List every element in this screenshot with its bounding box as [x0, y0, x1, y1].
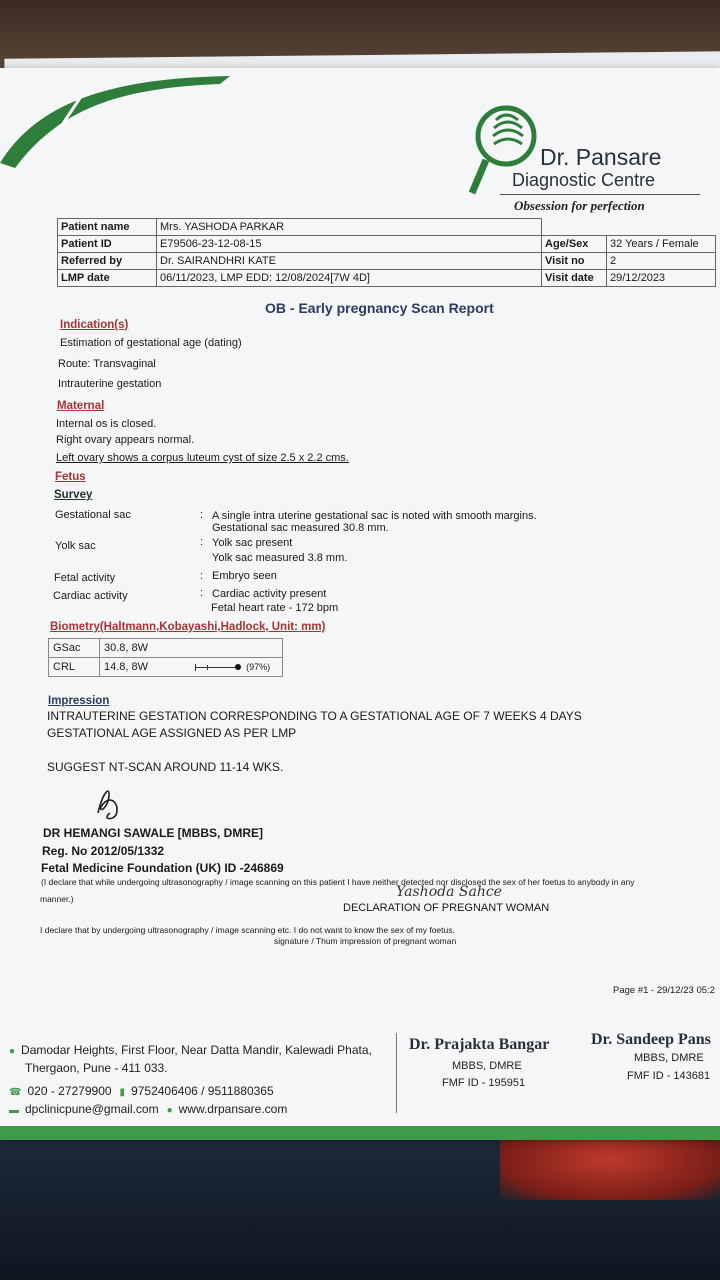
patient-name-label: Patient name: [58, 219, 157, 236]
visit-date-label: Visit date: [542, 270, 607, 287]
footer-doctor-1-degree: MBBS, DMRE: [452, 1060, 522, 1072]
biometry-name: GSac: [49, 639, 100, 658]
address-line-2: Thergaon, Pune - 411 033.: [25, 1061, 168, 1075]
impression-line: INTRAUTERINE GESTATION CORRESPONDING TO A GESTATIONAL AGE OF 7 WEEKS 4 DAYS: [47, 709, 582, 723]
declaration-title: DECLARATION OF PREGNANT WOMAN: [343, 902, 550, 914]
fetus-row-value: Gestational sac measured 30.8 mm.: [212, 522, 389, 534]
fetus-row-label: Fetal activity: [54, 572, 116, 584]
maternal-line: Right ovary appears normal.: [56, 434, 195, 446]
biometry-value: 30.8, 8W: [100, 639, 283, 658]
doctor-reg: Reg. No 2012/05/1332: [42, 844, 165, 858]
report-title: OB - Early pregnancy Scan Report: [265, 300, 494, 316]
indication-line: Intrauterine gestation: [58, 378, 162, 390]
impression-line: SUGGEST NT-SCAN AROUND 11-14 WKS.: [47, 760, 284, 774]
lmp-label: LMP date: [58, 270, 157, 287]
percentile-gauge: [195, 663, 239, 671]
doctor-fmf: Fetal Medicine Foundation (UK) ID -246869: [41, 861, 284, 875]
patient-handwritten-name: Yashoda Sahce: [396, 884, 502, 900]
fetus-row-label: Gestational sac: [55, 509, 131, 521]
fetus-row-value: Yolk sac measured 3.8 mm.: [212, 552, 348, 564]
report-sheet: [0, 68, 720, 1138]
footer-doctor-1-fmf: FMF ID - 195951: [442, 1077, 526, 1089]
referred-label: Referred by: [58, 253, 157, 270]
footer-doctor-2-fmf: FMF ID - 143681: [627, 1070, 711, 1082]
brand-name: Dr. Pansare: [540, 144, 662, 170]
email-text: dpclinicpune@gmail.com: [25, 1102, 159, 1116]
colon: :: [200, 587, 204, 599]
table-row: [49, 639, 283, 658]
biometry-name: CRL: [49, 658, 100, 677]
fetus-heading: Fetus: [55, 471, 86, 483]
percentile-label: (97%): [246, 662, 271, 672]
patient-id-label: Patient ID: [58, 236, 157, 253]
signature-line: signature / Thum impression of pregnant woman: [274, 936, 457, 946]
doctor-name: DR HEMANGI SAWALE [MBBS, DMRE]: [43, 826, 263, 840]
mobile-icon: ▮: [119, 1087, 126, 1098]
email-icon: ▬: [9, 1105, 19, 1116]
colon: :: [200, 509, 204, 521]
fetus-row-value: Cardiac activity present: [212, 588, 327, 600]
phone-text: 020 - 27279900: [27, 1084, 112, 1098]
page-number: Page #1 - 29/12/23 05:2: [613, 985, 715, 996]
referred-by: Dr. SAIRANDHRI KATE: [157, 253, 542, 270]
visit-no: 2: [607, 253, 716, 270]
footer-doctor-1-name: Dr. Prajakta Bangar: [409, 1036, 550, 1053]
indication-line: Estimation of gestational age (dating): [60, 337, 242, 349]
agesex: 32 Years / Female: [607, 236, 716, 253]
impression-line: GESTATIONAL AGE ASSIGNED AS PER LMP: [47, 726, 297, 740]
footer-doctor-2-name: Dr. Sandeep Pans: [591, 1031, 711, 1048]
address-text: Damodar Heights, First Floor, Near Datta Mandir, Kalewadi Phata,: [21, 1043, 372, 1057]
patient-declaration: I declare that by undergoing ultrasonography / image scanning etc. I do not want to know the sex of my foetus.: [40, 925, 455, 935]
visit-no-label: Visit no: [542, 253, 607, 270]
table-row: [49, 658, 283, 677]
footer-doctor-2-degree: MBBS, DMRE: [634, 1052, 704, 1064]
address-line: [9, 1043, 372, 1057]
mobile-text: 9752406406 / 9511880365: [131, 1084, 274, 1098]
location-icon: ●: [9, 1046, 16, 1057]
footer-green-band: [0, 1126, 720, 1140]
fetus-row-value: A single intra uterine gestational sac is noted with smooth margins.: [212, 510, 537, 522]
phone-icon: ☎: [9, 1087, 22, 1098]
patient-info-table: [57, 218, 716, 287]
contact-line: [9, 1102, 287, 1116]
footer-divider: [396, 1033, 397, 1113]
fetus-row-value: Yolk sac present: [212, 537, 293, 549]
colon: :: [200, 536, 204, 548]
maternal-heading: Maternal: [57, 400, 105, 412]
biometry-heading: Biometry(Haltmann,Kobayashi,Hadlock, Unit: mm): [50, 621, 326, 633]
doctor-declaration: (I declare that while undergoing ultrasonography / image scanning on this patient I have neither detected nor disclosed the sex of her foetus to anybody in any: [41, 877, 635, 887]
doctor-signature: [90, 783, 130, 828]
tagline: Obsession for perfection: [514, 198, 645, 213]
lmp-date: 06/11/2023, LMP EDD: 12/08/2024[7W 4D]: [157, 270, 542, 287]
patient-name: Mrs. YASHODA PARKAR: [157, 219, 542, 236]
web-icon: ●: [166, 1105, 173, 1116]
biometry-value: 14.8, 8W: [104, 661, 149, 673]
maternal-line: Internal os is closed.: [56, 418, 157, 430]
maternal-line: Left ovary shows a corpus luteum cyst of size 2.5 x 2.2 cms.: [56, 452, 349, 464]
fetus-row-value: Embryo seen: [212, 570, 277, 582]
survey-heading: Survey: [54, 489, 93, 501]
indication-line: Route: Transvaginal: [58, 358, 156, 370]
fetus-row-label: Cardiac activity: [53, 590, 128, 602]
tagline-rule: [500, 194, 700, 195]
patient-id: E79506-23-12-08-15: [157, 236, 542, 253]
doctor-declaration-end: manner.): [40, 894, 74, 904]
fetus-row-value: Fetal heart rate - 172 bpm: [211, 602, 339, 614]
fetus-row-label: Yolk sac: [55, 540, 96, 552]
header-swoosh: [0, 68, 260, 188]
biometry-value-cell: [100, 658, 283, 677]
biometry-table: [48, 638, 283, 677]
impression-heading: Impression: [48, 695, 110, 707]
brand-subtitle: Diagnostic Centre: [512, 170, 656, 190]
agesex-label: Age/Sex: [542, 236, 607, 253]
web-text: www.drpansare.com: [178, 1102, 288, 1116]
phone-line: [9, 1084, 274, 1098]
visit-date: 29/12/2023: [607, 270, 716, 287]
colon: :: [200, 570, 204, 582]
indication-heading: Indication(s): [60, 319, 129, 331]
